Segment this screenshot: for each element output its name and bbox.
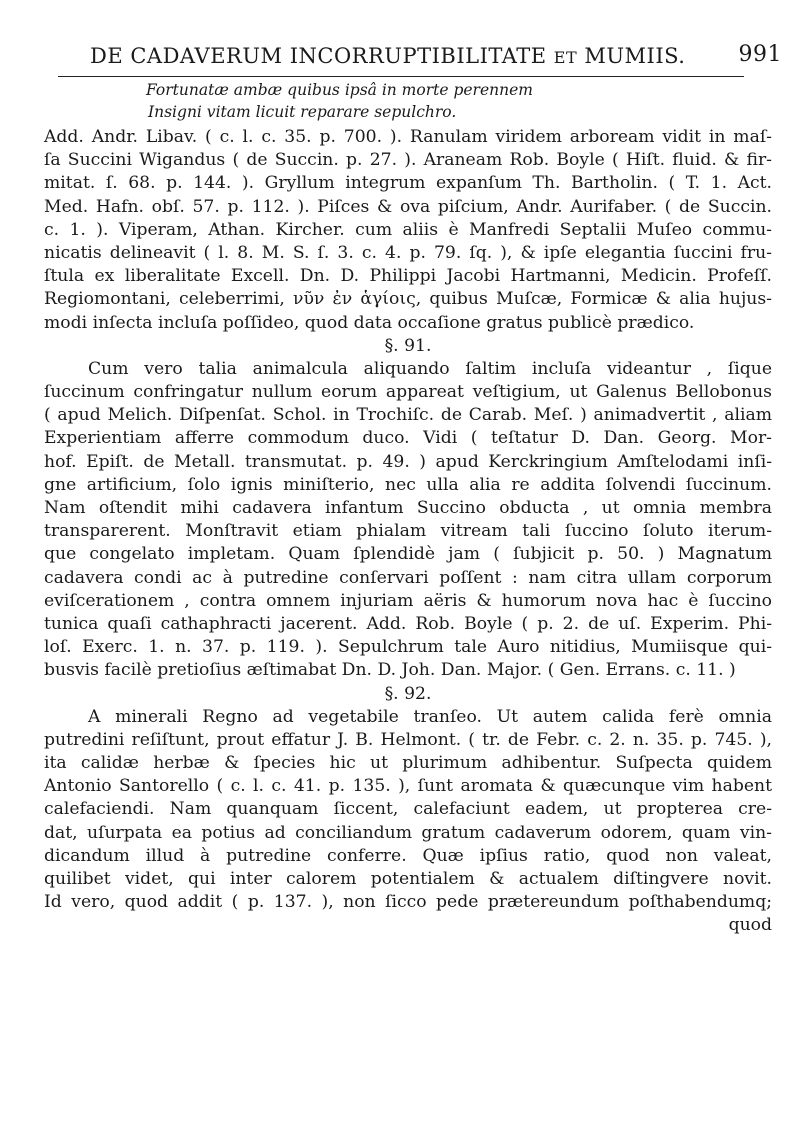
text-line: eviſcerationem , contra omnem injuriam aëris & humorum nova hac è ſuccino	[44, 590, 772, 611]
text-line: modi inſecta incluſa poſſideo, quod data occaſione gratus publicè prædico.	[44, 312, 695, 333]
text-line: Add. Andr. Libav. ( c. l. c. 35. p. 700. ). Ranulam viridem arboream vidit in maſ-	[44, 127, 772, 147]
body-text	[44, 126, 772, 938]
verse-line: Fortunatæ ambæ quibus ipsâ in morte perennem	[146, 81, 533, 99]
text-line: c. 1. ). Viperam, Athan. Kircher. cum aliis è Manfredi Septalii Muſeo commu-	[44, 219, 772, 240]
text-line: hof. Epiſt. de Metall. transmutat. p. 49. ) apud Kerckringium Amſtelodami inſi-	[44, 451, 772, 472]
text-line: quilibet videt, qui inter calorem potentialem & actualem diſtingvere novit.	[44, 869, 772, 889]
section-heading: §. 91.	[384, 335, 432, 356]
text-line: Id vero, quod addit ( p. 137. ), non ſicco pede prætereundum poſthabendumq;	[44, 892, 772, 913]
text-line: gne artificium, ſolo ignis miniſterio, nec ulla alia re addita ſolvendi ſuccinum.	[44, 474, 772, 495]
text-line: transparerent. Monſtravit etiam phialam vitream tali ſuccino ſoluto iterum-	[44, 521, 772, 542]
text-line: ſa Succini Wigandus ( de Succin. p. 27. ). Araneam Rob. Boyle ( Hiſt. fluid. & fir-	[44, 150, 772, 171]
text-line: busvis facilè pretioſius æſtimabat Dn. D. Joh. Dan. Major. ( Gen. Errans. c. 11. )	[44, 660, 736, 681]
text-line: tunica quaſi cathaphracti jacerent. Add. Rob. Boyle ( p. 2. de uſ. Experim. Phi-	[44, 613, 772, 634]
text-line: dicandum illud à putredine conferre. Quæ ipſius ratio, quod non valeat,	[44, 845, 772, 866]
text-line: loſ. Exerc. 1. n. 37. p. 119. ). Sepulchrum tale Auro nitidius, Mumiisque qui-	[44, 637, 772, 658]
page-number: 991	[738, 42, 782, 67]
text-line: Cum vero talia animalcula aliquando ſaltim incluſa videantur , ſique	[88, 358, 772, 379]
running-title: DE CADAVERUM INCORRUPTIBILITATE ET MUMIIS.	[90, 44, 686, 68]
text-line: nicatis delineavit ( l. 8. M. S. ſ. 3. c. 4. p. 79. ſq. ), & ipſe elegantia ſuccini fru-	[44, 242, 772, 263]
text-line: Experientiam afferre commodum duco. Vidi ( teſtatur D. Dan. Georg. Mor-	[44, 428, 772, 449]
text-line: ( apud Melich. Diſpenſat. Schol. in Trochiſc. de Carab. Meſ. ) animadvertit , aliam	[44, 405, 772, 426]
text-line: que congelato impletam. Quam ſplendidè jam ( ſubjicit p. 50. ) Magnatum	[44, 544, 772, 565]
text-line: ita calidæ herbæ & ſpecies hic ut plurimum adhibentur. Suſpecta quidem	[44, 753, 772, 774]
text-line: A minerali Regno ad vegetabile tranſeo. Ut autem calida ferè omnia	[88, 706, 772, 727]
text-line: mitat. ſ. 68. p. 144. ). Gryllum integrum expanſum Th. Bartholin. ( T. 1. Act.	[44, 173, 772, 194]
text-line: cadavera condi ac à putredine conſervari poſſent : nam citra ullam corporum	[44, 567, 772, 588]
text-line: calefaciendi. Nam quanquam ſiccent, calefaciunt eadem, ut propterea cre-	[44, 799, 772, 820]
text-line: dat, uſurpata ea potius ad conciliandum gratum cadaverum odorem, quam vin-	[44, 822, 772, 843]
text-line: Regiomontani, celeberrimi, νῦν ἐν ἁγίοις, quibus Muſcæ, Formicæ & alia hujus-	[44, 289, 772, 310]
text-line: ſtula ex liberalitate Excell. Dn. D. Philippi Jacobi Hartmanni, Medicin. Profeſſ.	[44, 266, 772, 287]
text-line: Med. Hafn. obſ. 57. p. 112. ). Piſces & ova piſcium, Andr. Aurifaber. ( de Succin.	[44, 196, 772, 217]
verse-line: Insigni vitam licuit reparare sepulchro.	[148, 103, 457, 121]
catchword: quod	[728, 915, 772, 936]
text-line: Nam oſtendit mihi cadavera infantum Succino obducta , ut omnia membra	[44, 498, 772, 518]
header-rule	[58, 76, 744, 77]
text-line: putredini reſiſtunt, prout effatur J. B. Helmont. ( tr. de Febr. c. 2. n. 35. p. 745. ),	[44, 729, 772, 750]
text-line: ſuccinum confringatur nullum eorum appareat veſtigium, ut Galenus Bellobonus	[44, 382, 772, 403]
text-line: Antonio Santorello ( c. l. c. 41. p. 135. ), ſunt aromata & quæcunque vim habent	[44, 776, 772, 797]
section-heading: §. 92.	[384, 683, 432, 704]
